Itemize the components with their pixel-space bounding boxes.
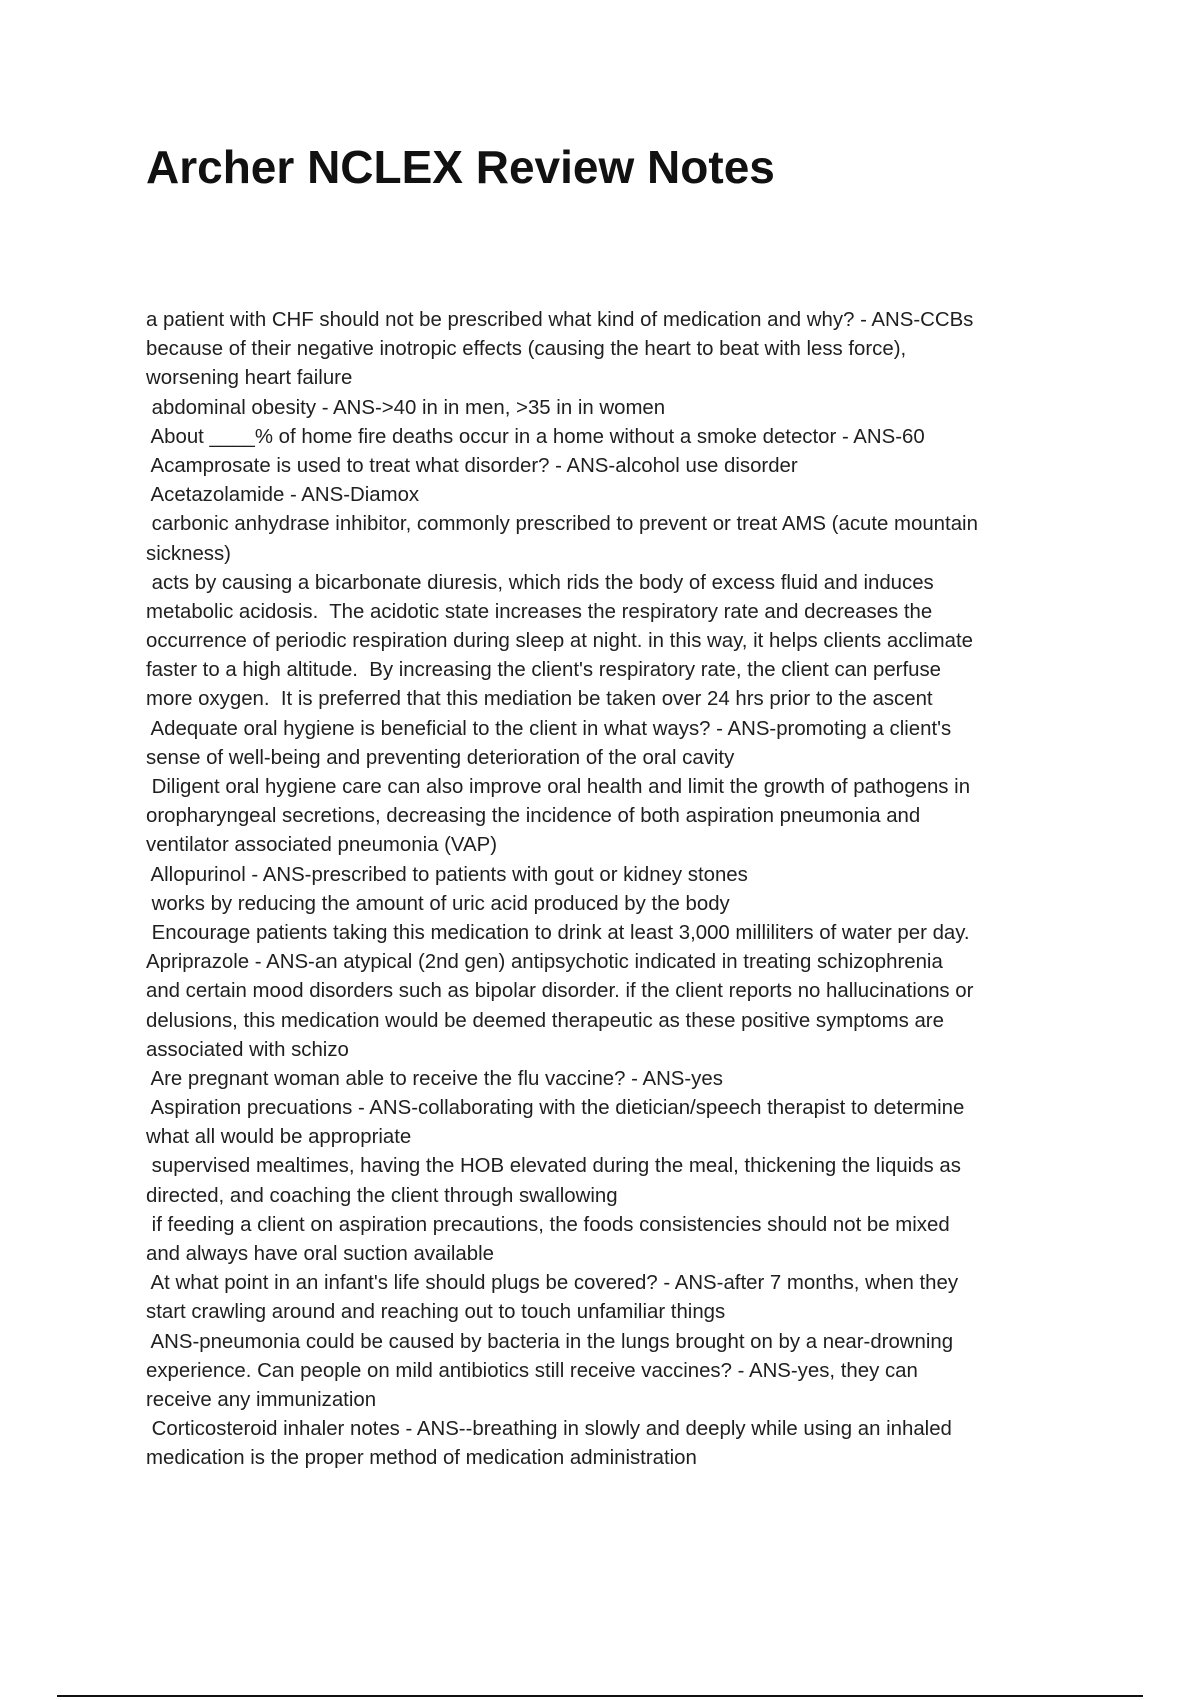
footer-divider (57, 1695, 1143, 1697)
body-line: works by reducing the amount of uric acid produced by the body (146, 892, 730, 915)
body-line: sickness) (146, 542, 231, 565)
body-line: what all would be appropriate (146, 1126, 412, 1149)
body-line: Corticosteroid inhaler notes - ANS--breathing in slowly and deeply while using an inhaled (146, 1418, 952, 1441)
body-line: Diligent oral hygiene care can also improve oral health and limit the growth of pathogens in (146, 776, 971, 798)
body-line: At what point in an infant's life should plugs be covered? - ANS-after 7 months, when they (146, 1272, 959, 1295)
body-line: because of their negative inotropic effects (causing the heart to beat with less force), (146, 338, 907, 361)
body-line: a patient with CHF should not be prescribed what kind of medication and why? - ANS-CCBs (146, 309, 974, 331)
body-line: occurrence of periodic respiration during sleep at night. in this way, it helps clients acclimate (146, 630, 973, 653)
body-line: experience. Can people on mild antibiotics still receive vaccines? - ANS-yes, they can (146, 1359, 918, 1382)
body-line: receive any immunization (146, 1388, 377, 1411)
body-line: delusions, this medication would be deemed therapeutic as these positive symptoms are (146, 1009, 944, 1032)
body-line: and certain mood disorders such as bipolar disorder. if the client reports no hallucinations or (146, 980, 974, 1003)
body-line: worsening heart failure (146, 367, 353, 390)
body-line: About ____% of home fire deaths occur in a home without a smoke detector - ANS-60 (146, 425, 925, 448)
body-line: carbonic anhydrase inhibitor, commonly prescribed to prevent or treat AMS (acute mountain (146, 513, 978, 536)
body-line: supervised mealtimes, having the HOB elevated during the meal, thickening the liquids as (146, 1155, 961, 1178)
body-line: metabolic acidosis. The acidotic state increases the respiratory rate and decreases the (146, 600, 933, 623)
body-line: ANS-pneumonia could be caused by bacteria in the lungs brought on by a near-drowning (146, 1330, 954, 1353)
body-line: acts by causing a bicarbonate diuresis, which rids the body of excess fluid and induces (146, 571, 934, 594)
body-line: directed, and coaching the client through swallowing (146, 1184, 618, 1207)
body-line: Acetazolamide - ANS-Diamox (146, 484, 420, 507)
body-line: Allopurinol - ANS-prescribed to patients with gout or kidney stones (146, 863, 748, 886)
body-line: Adequate oral hygiene is beneficial to the client in what ways? - ANS-promoting a client's (146, 717, 952, 740)
body-line: if feeding a client on aspiration precautions, the foods consistencies should not be mixed (146, 1213, 950, 1236)
body-line: oropharyngeal secretions, decreasing the incidence of both aspiration pneumonia and (146, 805, 921, 828)
body-line: Aspiration precuations - ANS-collaborating with the dietician/speech therapist to determine (146, 1097, 965, 1120)
body-line: Encourage patients taking this medication to drink at least 3,000 milliliters of water per day. (146, 921, 970, 944)
body-line: more oxygen. It is preferred that this mediation be taken over 24 hrs prior to the ascent (146, 688, 933, 711)
body-line: associated with schizo (146, 1038, 349, 1061)
body-line: sense of well-being and preventing deterioration of the oral cavity (146, 746, 735, 769)
document-body (146, 306, 1061, 1474)
body-line: abdominal obesity - ANS->40 in in men, >35 in in women (146, 396, 666, 419)
document-title: Archer NCLEX Review Notes (146, 141, 775, 193)
body-line: medication is the proper method of medication administration (146, 1447, 697, 1470)
body-line: Apriprazole - ANS-an atypical (2nd gen) antipsychotic indicated in treating schizophrenia (146, 951, 943, 974)
body-line: Are pregnant woman able to receive the flu vaccine? - ANS-yes (146, 1067, 723, 1090)
body-line: faster to a high altitude. By increasing the client's respiratory rate, the client can perfuse (146, 659, 942, 682)
body-line: ventilator associated pneumonia (VAP) (146, 834, 497, 857)
body-line: and always have oral suction available (146, 1243, 494, 1265)
body-line: Acamprosate is used to treat what disorder? - ANS-alcohol use disorder (146, 454, 798, 477)
body-line: start crawling around and reaching out to touch unfamiliar things (146, 1301, 726, 1324)
